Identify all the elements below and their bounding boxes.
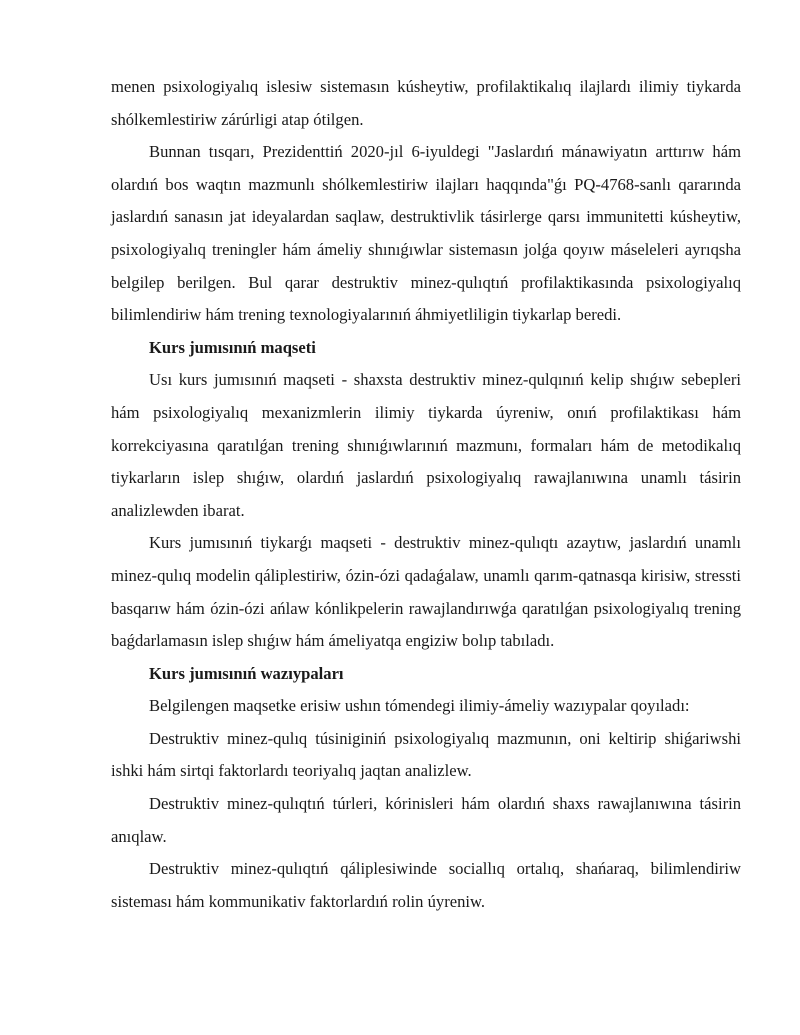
paragraph: Destruktiv minez-qulıq túsiniginiń psixologiyalıq mazmunın, oni keltirip shiǵariwshi ishki hám sirtqi faktorlardı teoriyalıq jaqtan analizlew. [111,728,741,781]
document-page [111,71,741,918]
paragraph: Usı kurs jumısınıń maqseti - shaxsta destruktiv minez-qulqınıń kelip shıǵıw sebepleri hám psixologiyalıq mexanizmlerin ilimiy tiykarda úyreniw, onıń profilaktikası hám korrekciyasına qaratılǵan trening shınıǵıwlarınıń mazmunı, formaları hám de metodikalıq tiykarların islep shıǵıw, olardıń jaslardıń psixologiyalıq rawajlanıwına unamlı tásirin analizlewden ibarat. [111,370,741,520]
paragraph: menen psixologiyalıq islesiw sistemasın kúsheytiw, profilaktikalıq ilajlardı ilimiy tiykarda shólkemlestiriw zárúrligi atap ótilgen. [111,77,741,129]
section-heading-goal: Kurs jumısınıń maqseti [149,337,316,357]
paragraph: Belgilengen maqsetke erisiw ushın tómendegi ilimiy-ámeliy wazıypalar qoyıladı: [149,696,690,716]
paragraph: Bunnan tısqarı, Prezidenttiń 2020-jıl 6-iyuldegi "Jaslardıń mánawiyatın arttırıw hám olardıń bos waqtın mazmunlı shólkemlestiriw ilajları haqqında"ǵı PQ-4768-sanlı qararında jaslardıń sanasın jat ideyalardan saqlaw, destruktivlik tásirlerge qarsı immunitetti kúsheytiw, psixologiyalıq treningler hám ámeliy shınıǵıwlar sistemasın jolǵa qoyıw máseleleri ayrıqsha belgilep berilgen. Bul qarar destruktiv minez-qulıqtıń profilaktikasında psixologiyalıq bilimlendiriw hám trening texnologiyalarınıń áhmiyetliligin tiykarlap beredi. [111,142,741,325]
section-heading-tasks: Kurs jumısınıń wazıypaları [149,663,344,683]
paragraph: Kurs jumısınıń tiykarǵı maqseti - destruktiv minez-qulıqtı azaytıw, jaslardıń unamlı minez-qulıq modelin qáliplestiriw, ózin-ózi qadaǵalaw, unamlı qarım-qatnasqa kirisiw, stressti basqarıw hám ózin-ózi ańlaw kónlikpelerin rawajlandırıwǵa qaratılǵan psixologiyalıq trening baǵdarlamasın islep shıǵıw hám ámeliyatqa engiziw bolıp tabıladı. [111,533,741,651]
paragraph: Destruktiv minez-qulıqtıń túrleri, kórinisleri hám olardıń shaxs rawajlanıwına tásirin anıqlaw. [111,794,741,846]
paragraph: Destruktiv minez-qulıqtıń qáliplesiwinde sociallıq ortalıq, shańaraq, bilimlendiriw sisteması hám kommunikativ faktorlardıń rolin úyreniw. [111,859,741,911]
